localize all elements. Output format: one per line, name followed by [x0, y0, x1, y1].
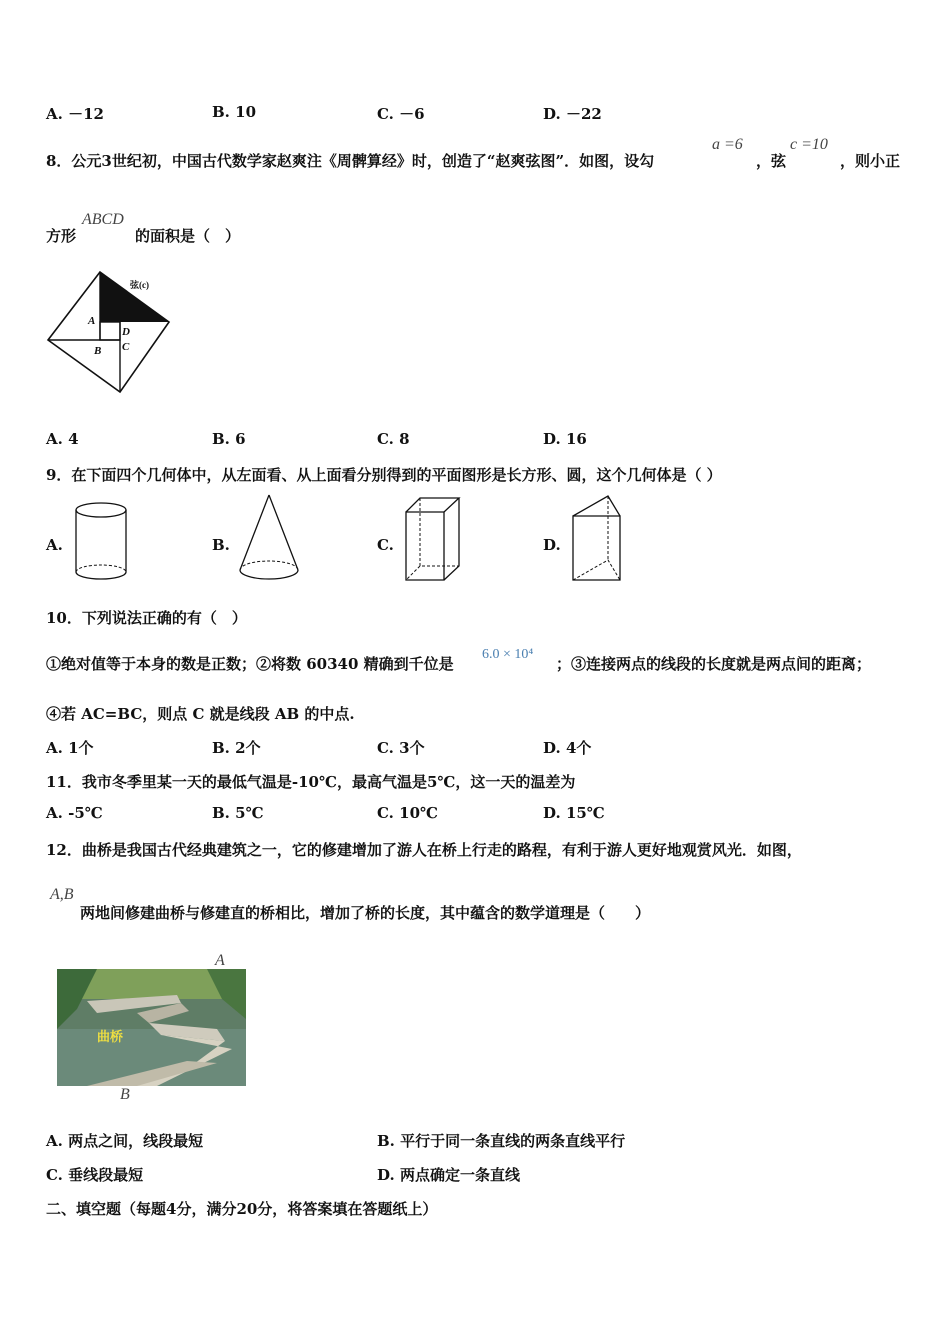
cone-figure[interactable]: [236, 492, 302, 584]
q11-stem: 11．我市冬季里某一天的最低气温是-10℃，最高气温是5℃，这一天的温差为: [46, 773, 576, 791]
cylinder-figure[interactable]: [72, 500, 130, 584]
q9-option-d[interactable]: D.: [543, 536, 561, 554]
q7-option-d[interactable]: D. －22: [543, 105, 602, 123]
q12-option-b[interactable]: B. 平行于同一条直线的两条直线平行: [377, 1132, 626, 1150]
q11-option-a[interactable]: A. -5℃: [46, 804, 103, 822]
rectangular-prism-figure[interactable]: [402, 494, 464, 584]
label-a: A: [88, 315, 96, 327]
q10-line2: ④若 AC=BC，则点 C 就是线段 AB 的中点.: [46, 705, 355, 723]
q12-option-d[interactable]: D. 两点确定一条直线: [377, 1166, 520, 1184]
q8-option-c[interactable]: C. 8: [377, 430, 410, 448]
q12-stem-line1: 12．曲桥是我国古代经典建筑之一，它的修建增加了游人在桥上行走的路程，有利于游人更好地观赏风光．如图，: [46, 841, 802, 859]
label-c: C: [122, 341, 130, 353]
label-b: B: [94, 345, 102, 357]
q11-option-b[interactable]: B. 5℃: [212, 804, 264, 822]
photo-label-a: A: [215, 952, 225, 969]
q7-option-c[interactable]: C. －6: [377, 105, 425, 123]
photo-label-b: B: [120, 1086, 130, 1103]
triangular-prism-figure[interactable]: [568, 492, 630, 584]
q12-option-c[interactable]: C. 垂线段最短: [46, 1166, 144, 1184]
q8-option-a[interactable]: A. 4: [46, 430, 79, 448]
section-2-title: 二、填空题（每题4分，满分20分，将答案填在答题纸上）: [46, 1200, 438, 1218]
label-chord: 弦(c): [130, 280, 149, 290]
q12-option-a[interactable]: A. 两点之间，线段最短: [46, 1132, 204, 1150]
inner-square: [100, 322, 120, 340]
q11-option-c[interactable]: C. 10℃: [377, 804, 438, 822]
q8-sep: ，弦: [756, 152, 787, 170]
zhao-shuang-figure: [44, 268, 174, 396]
q10-math-sci: 6.0 × 10⁴: [482, 647, 534, 662]
photo-caption: 曲桥: [97, 1029, 124, 1044]
q10-option-b[interactable]: B. 2个: [212, 739, 261, 757]
q8-math-c: c =10: [790, 136, 828, 153]
q8-math-abcd: ABCD: [82, 211, 124, 228]
q7-option-b[interactable]: B. 10: [212, 103, 257, 121]
q8-stem-line2-post: 的面积是（ ）: [135, 227, 241, 245]
q8-math-a: a =6: [712, 136, 743, 153]
q10-line1-post: ；③连接两点的线段的长度就是两点间的距离；: [556, 655, 872, 673]
q7-option-a[interactable]: A. －12: [46, 105, 104, 123]
q9-stem: 9．在下面四个几何体中，从左面看、从上面看分别得到的平面图形是长方形、圆，这个几何体是（ ）: [46, 466, 722, 484]
q8-option-d[interactable]: D. 16: [543, 430, 587, 448]
q12-math-ab: A,B: [50, 886, 74, 903]
q10-option-a[interactable]: A. 1个: [46, 739, 94, 757]
q9-option-a[interactable]: A.: [46, 536, 63, 554]
label-d: D: [122, 326, 130, 338]
q8-stem-line2: 方形: [46, 227, 77, 245]
q12-stem-line2: 两地间修建曲桥与修建直的桥相比，增加了桥的长度，其中蕴含的数学道理是（ ）: [80, 904, 651, 922]
q10-option-c[interactable]: C. 3个: [377, 739, 425, 757]
q11-option-d[interactable]: D. 15℃: [543, 804, 605, 822]
q10-stem: 10．下列说法正确的有（ ）: [46, 609, 247, 627]
zigzag-bridge-photo: [57, 969, 246, 1086]
q8-option-b[interactable]: B. 6: [212, 430, 246, 448]
q10-option-d[interactable]: D. 4个: [543, 739, 592, 757]
q8-stem-line1: 8．公元3世纪初，中国古代数学家赵爽注《周髀算经》时，创造了“赵爽弦图”．如图，设勾: [46, 152, 655, 170]
q10-line1-pre: ①绝对值等于本身的数是正数；②将数 60340 精确到千位是: [46, 655, 454, 673]
q9-option-c[interactable]: C.: [377, 536, 394, 554]
q9-option-b[interactable]: B.: [212, 536, 230, 554]
q8-tail: ，则小正: [840, 152, 901, 170]
